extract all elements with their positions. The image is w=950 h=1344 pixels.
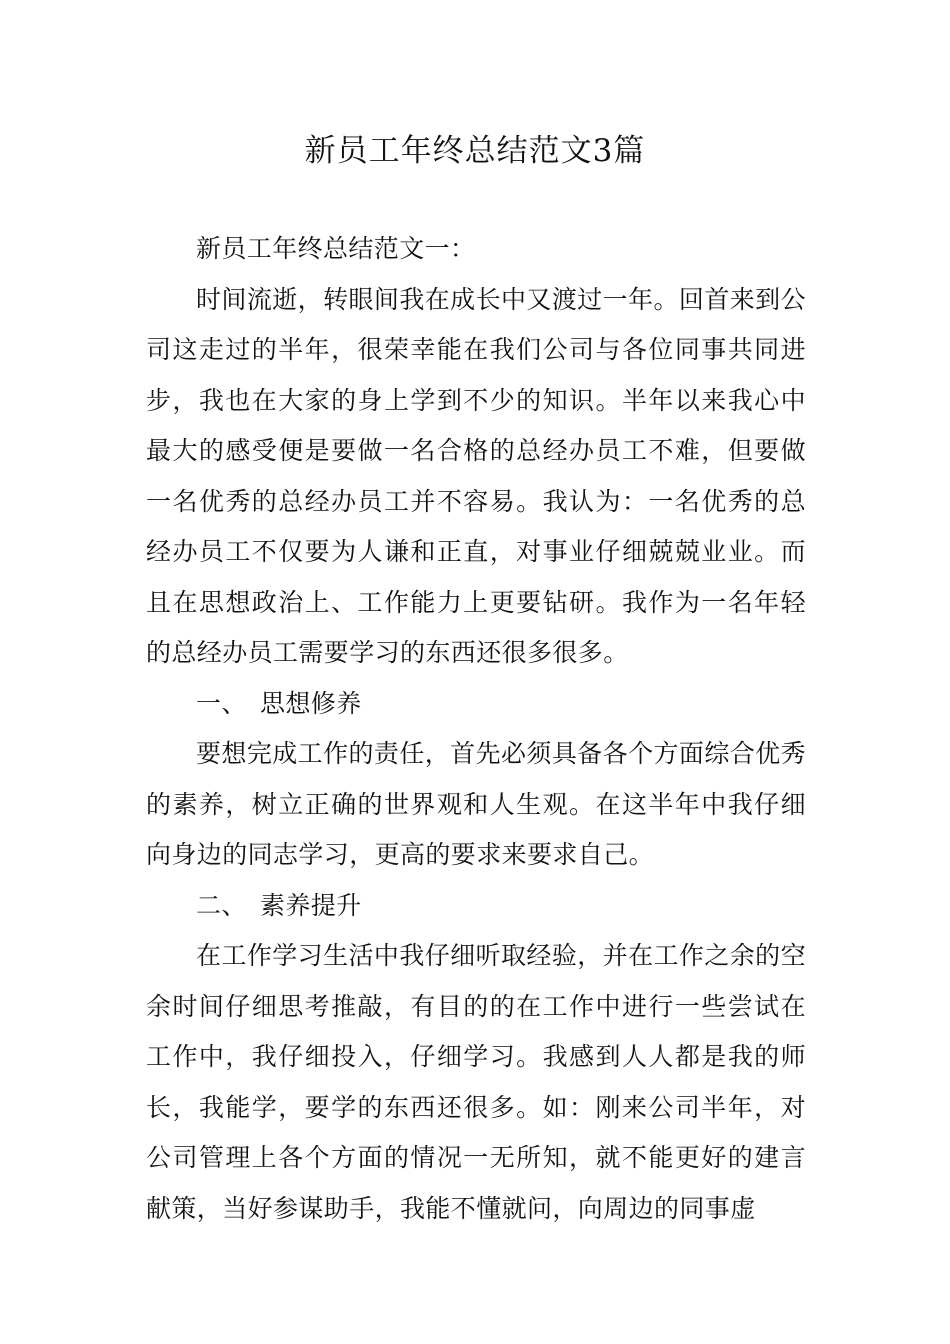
paragraph-cultivation: 要想完成工作的责任，首先必须具备各个方面综合优秀的素养，树立正确的世界观和人生观。在这半年中我仔细向身边的同志学习，更高的要求来要求自己。 xyxy=(146,739,806,869)
section-heading-text: 素养提升 xyxy=(260,890,362,920)
paragraph-opening: 时间流逝，转眼间我在成长中又渡过一年。回首来到公司这走过的半年，很荣幸能在我们公司与各位同事共同进步，我也在大家的身上学到不少的知识。半年以来我心中最大的感受便是要做一名合格的总经办员工不难，但要做一名优秀的总经办员工并不容易。我认为：一名优秀的总经办员工不仅要为人谦和正直，对事业仔细兢兢业业。而且在思想政治上、工作能力上更要钻研。我作为一名年轻的总经办员工需要学习的东西还很多很多。 xyxy=(146,284,806,667)
section-heading-number: 一、 xyxy=(196,688,247,718)
document-title: 新员工年终总结范文3篇 xyxy=(304,133,646,169)
section-heading-text: 思想修养 xyxy=(260,688,362,718)
section-heading-number: 二、 xyxy=(196,890,247,920)
section-intro-label: 新员工年终总结范文一： xyxy=(196,234,476,263)
document-body xyxy=(146,224,806,1234)
section-heading-1 xyxy=(146,679,806,730)
paragraph-improvement: 在工作学习生活中我仔细听取经验，并在工作之余的空余时间仔细思考推敲，有目的的在工作中进行一些尝试在工作中，我仔细投入，仔细学习。我感到人人都是我的师长，我能学，要学的东西还很多。如：刚来公司半年，对公司管理上各个方面的情况一无所知，就不能更好的建言献策，当好参谋助手，我能不懂就问，向周边的同事虚 xyxy=(146,941,806,1223)
section-heading-2 xyxy=(146,881,806,932)
